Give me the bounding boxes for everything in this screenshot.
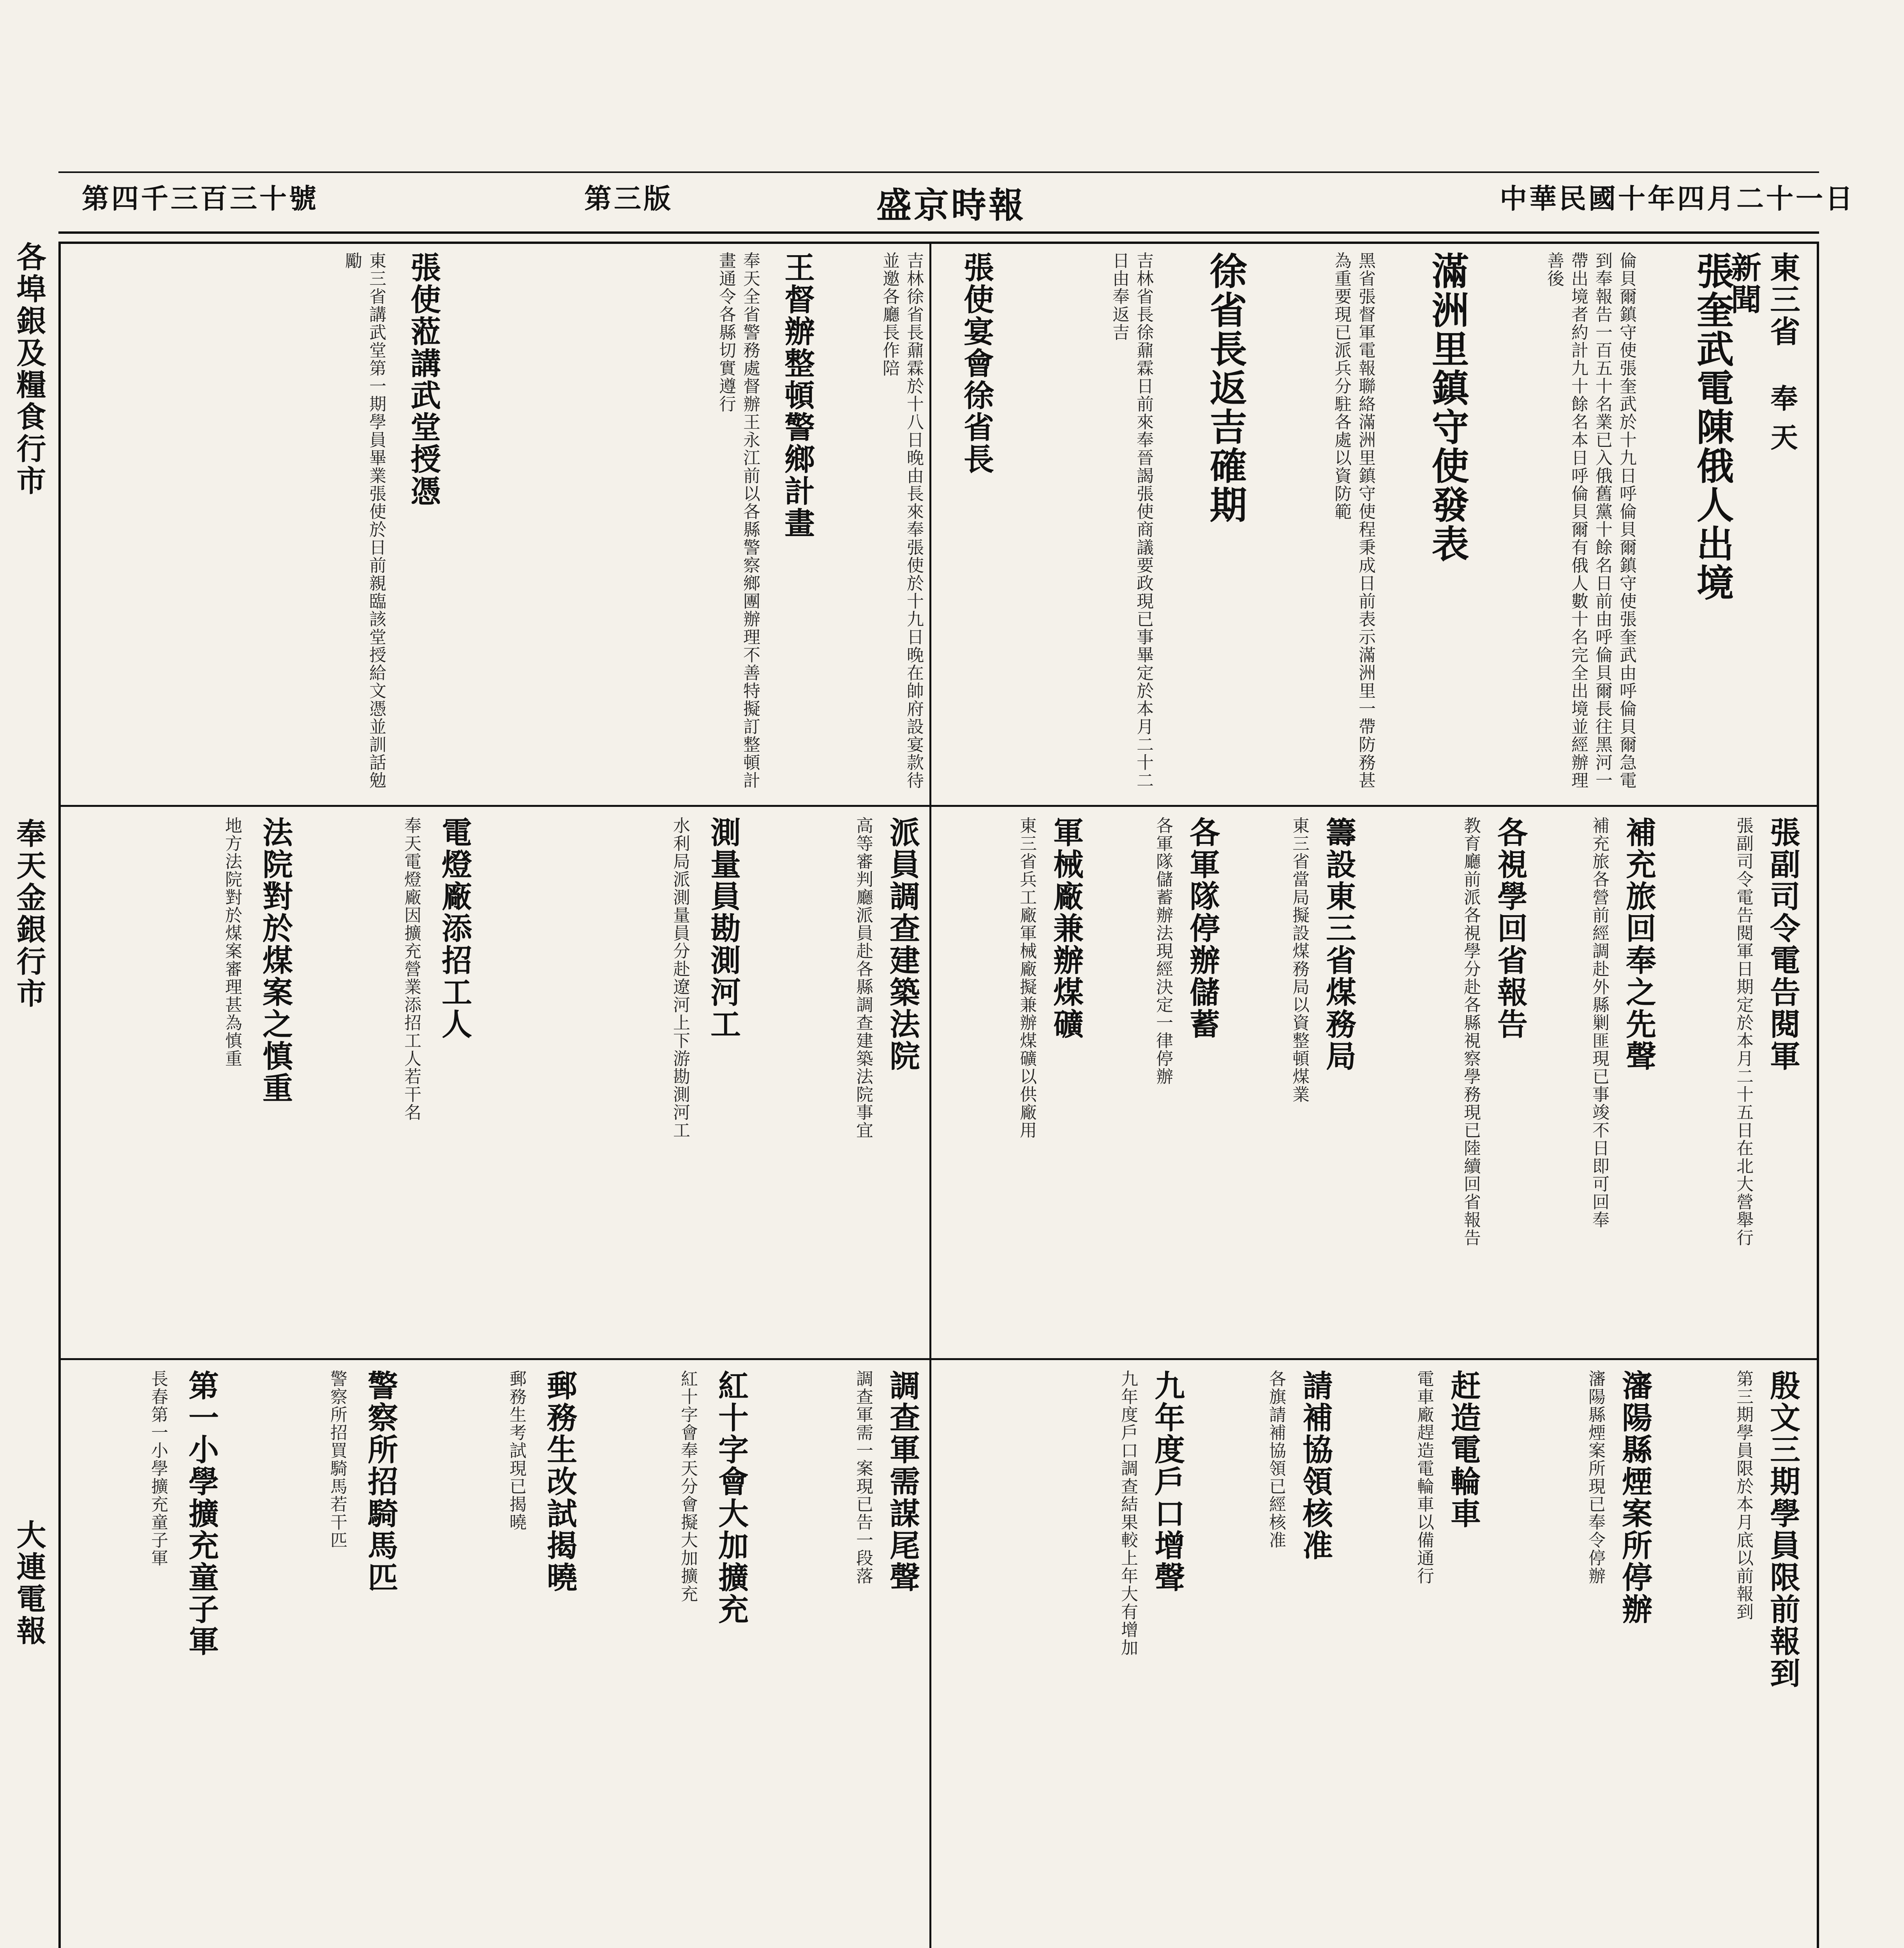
article-headline: 瀋陽縣煙案所停辦	[1617, 1370, 1652, 1625]
article-body: 張副司令電告閱軍日期定於本月二十五日在北大營舉行	[1733, 817, 1753, 1247]
article-body: 奉天全省警務處督辦王永江前以各縣警察鄉團辦理不善特擬訂整頓計畫通令各縣切實遵行	[716, 252, 760, 789]
article-body: 調查軍需一案現已告一段落	[853, 1370, 873, 1585]
article-headline: 第一小學擴充童子軍	[183, 1370, 219, 1657]
article-body: 倫貝爾鎮守使張奎武於十九日呼倫貝爾鎮守使張奎武由呼倫貝爾急電到奉報告一百五十名業已入俄舊黨十餘名日前由呼倫貝爾長往黑河一帶出境者約計九十餘名本日呼倫貝爾有俄人數十名完全出境並經辦理善後	[1544, 252, 1636, 789]
article-headline: 九年度戶口增聲	[1149, 1370, 1185, 1593]
article-headline: 王督辦整頓警鄉計畫	[779, 252, 815, 539]
article-headline: 徐省長返吉確期	[1204, 252, 1248, 524]
center-rule	[929, 244, 931, 1948]
issue-number: 第四千三百三十號	[82, 182, 319, 215]
article-body: 東三省兵工廠軍械廠擬兼辦煤礦以供廠用	[1017, 817, 1037, 1139]
article-headline: 警察所招騎馬匹	[363, 1370, 398, 1593]
article-body: 各軍隊儲蓄辦法現經決定一律停辦	[1153, 817, 1173, 1085]
left-advert-strip	[4, 234, 55, 1948]
article-body: 水利局派測量員分赴遼河上下游勘測河工	[670, 817, 690, 1139]
article-headline: 各軍隊停辦儲蓄	[1185, 817, 1220, 1040]
section-title: 東三省新聞	[1726, 252, 1800, 348]
article-headline: 郵務生改試揭曉	[542, 1370, 577, 1593]
article-body: 紅十字會奉天分會擬大加擴充	[678, 1370, 698, 1603]
article-body: 奉天電燈廠因擴充營業添招工人若干名	[401, 817, 421, 1121]
article-headline: 請補協領核准	[1298, 1370, 1333, 1562]
advert-grain-market: 各埠銀及糧食行市	[12, 242, 46, 497]
paper-name: 盛京時報	[876, 185, 1026, 226]
article-body: 黑省張督軍電報聯絡滿洲里鎮守使程秉成日前表示滿洲里一帶防務甚為重要現已派兵分駐各處以資防範	[1331, 252, 1375, 789]
article-headline: 法院對於煤案之慎重	[257, 817, 293, 1104]
article-headline: 測量員勘測河工	[705, 817, 741, 1040]
region-label: 奉天	[1766, 384, 1798, 462]
article-headline: 紅十字會大加擴充	[713, 1370, 749, 1625]
article-headline: 張使宴會徐省長	[959, 252, 994, 475]
article-headline: 滿洲里鎮守使發表	[1426, 252, 1470, 563]
article-headline: 殷文三期學員限前報到	[1765, 1370, 1800, 1689]
article-grid	[58, 242, 1819, 1948]
advert-dalian-telegram: 大連電報	[12, 1519, 46, 1647]
article-headline: 補充旅回奉之先聲	[1621, 817, 1656, 1072]
article-body: 九年度戶口調查結果較上年大有增加	[1118, 1370, 1138, 1657]
issue-date: 中華民國十年四月二十一日	[1500, 182, 1855, 215]
article-headline: 調查軍需謀尾聲	[885, 1370, 920, 1593]
article-body: 各旗請補協領已經核准	[1266, 1370, 1286, 1549]
article-body: 地方法院對於煤案審理甚為慎重	[222, 817, 242, 1068]
masthead	[58, 171, 1855, 234]
article-body: 第三期學員限於本月底以前報到	[1733, 1370, 1753, 1621]
article-body: 高等審判廳派員赴各縣調查建築法院事宜	[853, 817, 873, 1139]
article-body: 東三省講武堂第一期學員畢業張使於日前親臨該堂授給文憑並訓話勉勵	[342, 252, 386, 789]
article-headline: 電燈廠添招工人	[437, 817, 472, 1040]
article-headline: 張使蒞講武堂授憑	[405, 252, 441, 507]
article-body: 電車廠趕造電輪車以備通行	[1414, 1370, 1434, 1585]
tier-rule-1	[61, 805, 1817, 807]
page-number: 第三版	[584, 182, 673, 215]
advert-gold-market: 奉天金銀行市	[12, 818, 46, 1010]
article-body: 教育廳前派各視學分赴各縣視察學務現已陸續回省報告	[1461, 817, 1481, 1247]
tier-rule-2	[61, 1358, 1817, 1360]
article-body: 吉林省長徐鼐霖日前來奉晉謁張使商議要政現已事畢定於本月二十二日由奉返吉	[1109, 252, 1153, 789]
article-body: 補充旅各營前經調赴外縣剿匪現已事竣不日即可回奉	[1589, 817, 1609, 1229]
article-headline: 籌設東三省煤務局	[1321, 817, 1356, 1072]
article-body: 吉林徐省長鼐霖於十八日晚由長來奉張使於十九日晚在帥府設宴款待並邀各廳長作陪	[880, 252, 924, 789]
article-headline: 張奎武電陳俄人出境	[1691, 252, 1735, 602]
article-body: 郵務生考試現已揭曉	[506, 1370, 526, 1531]
article-body: 警察所招買騎馬若干匹	[327, 1370, 347, 1549]
article-headline: 張副司令電告閱軍	[1765, 817, 1800, 1072]
article-headline: 軍械廠兼辦煤礦	[1048, 817, 1084, 1040]
article-body: 東三省當局擬設煤務局以資整頓煤業	[1289, 817, 1309, 1103]
article-body: 瀋陽縣煙案所現已奉令停辦	[1585, 1370, 1605, 1585]
article-headline: 派員調查建築法院	[885, 817, 920, 1072]
article-headline: 各視學回省報告	[1492, 817, 1528, 1040]
article-body: 長春第一小學擴充童子軍	[148, 1370, 168, 1567]
article-headline: 赶造電輪車	[1446, 1370, 1481, 1530]
